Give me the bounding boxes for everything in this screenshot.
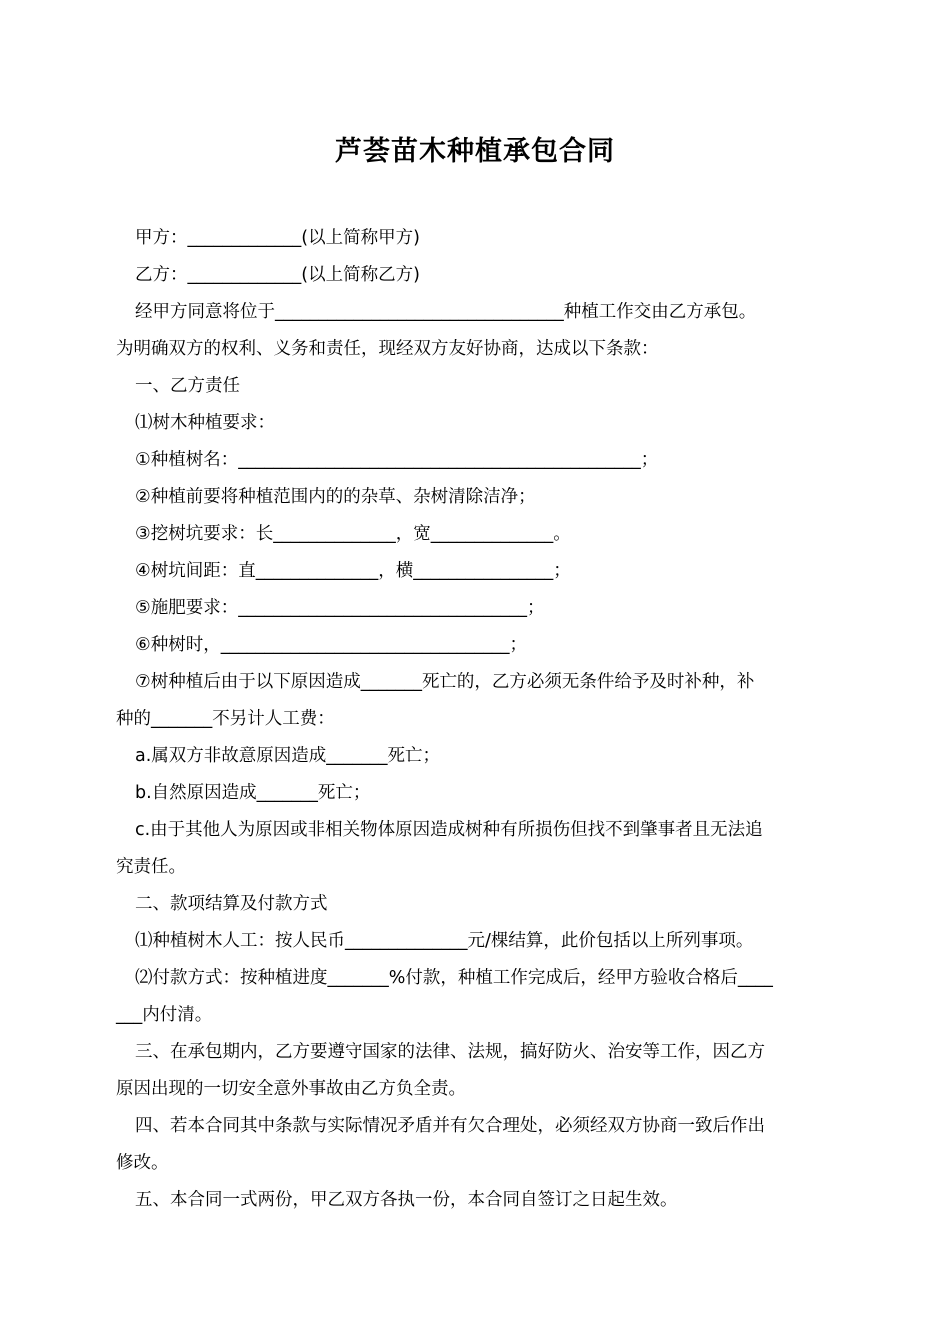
clause-item: ②种植前要将种植范围内的的杂草、杂树清除洁净； [135, 487, 536, 507]
clause-subitem: a.属双方非故意原因造成_______死亡； [135, 746, 441, 766]
intro-line-continued: 为明确双方的权利、义务和责任，现经双方友好协商，达成以下条款： [116, 339, 659, 359]
payment-clause-continued: ___内付清。 [116, 1005, 213, 1025]
subsection-heading: ⑴树木种植要求： [135, 413, 275, 433]
section-paragraph-continued: 修改。 [116, 1153, 169, 1173]
clause-item: ⑤施肥要求：_________________________________； [135, 598, 545, 618]
section-heading: 二、款项结算及付款方式 [135, 894, 328, 914]
clause-item-continued: 种的_______不另计人工费： [116, 709, 335, 729]
section-paragraph: 五、本合同一式两份，甲乙双方各执一份，本合同自签订之日起生效。 [135, 1190, 678, 1210]
clause-subitem: b.自然原因造成_______死亡； [135, 783, 371, 803]
clause-item: ⑥种树时，_________________________________； [135, 635, 527, 655]
section-paragraph: 三、在承包期内，乙方要遵守国家的法律、法规，搞好防火、治安等工作，因乙方 [135, 1042, 765, 1062]
payment-clause: ⑴种植树木人工：按人民币______________元/棵结算，此价包括以上所列事项。 [135, 931, 754, 951]
clause-subitem: c.由于其他人为原因或非相关物体原因造成树种有所损伤但找不到肇事者且无法追 [135, 820, 763, 840]
party-b-line: 乙方：_____________(以上简称乙方) [135, 265, 420, 285]
document-body [116, 220, 838, 1219]
section-paragraph: 四、若本合同其中条款与实际情况矛盾并有欠合理处，必须经双方协商一致后作出 [135, 1116, 765, 1136]
clause-item: ⑦树种植后由于以下原因造成_______死亡的，乙方必须无条件给予及时补种，补 [135, 672, 755, 692]
clause-subitem-continued: 究责任。 [116, 857, 186, 877]
payment-clause: ⑵付款方式：按种植进度_______%付款，种植工作完成后，经甲方验收合格后____ [135, 968, 773, 988]
clause-item: ①种植树名：______________________________________________； [135, 450, 659, 470]
section-heading: 一、乙方责任 [135, 376, 240, 396]
clause-item: ④树坑间距：直______________，横________________； [135, 561, 571, 581]
intro-line: 经甲方同意将位于_________________________________种植工作交由乙方承包。 [135, 302, 757, 322]
section-paragraph-continued: 原因出现的一切安全意外事故由乙方负全责。 [116, 1079, 466, 1099]
clause-item: ③挖树坑要求：长______________，宽______________。 [135, 524, 571, 544]
party-a-line: 甲方：_____________(以上简称甲方) [135, 228, 420, 248]
document-title: 芦荟苗木种植承包合同 [335, 136, 615, 167]
